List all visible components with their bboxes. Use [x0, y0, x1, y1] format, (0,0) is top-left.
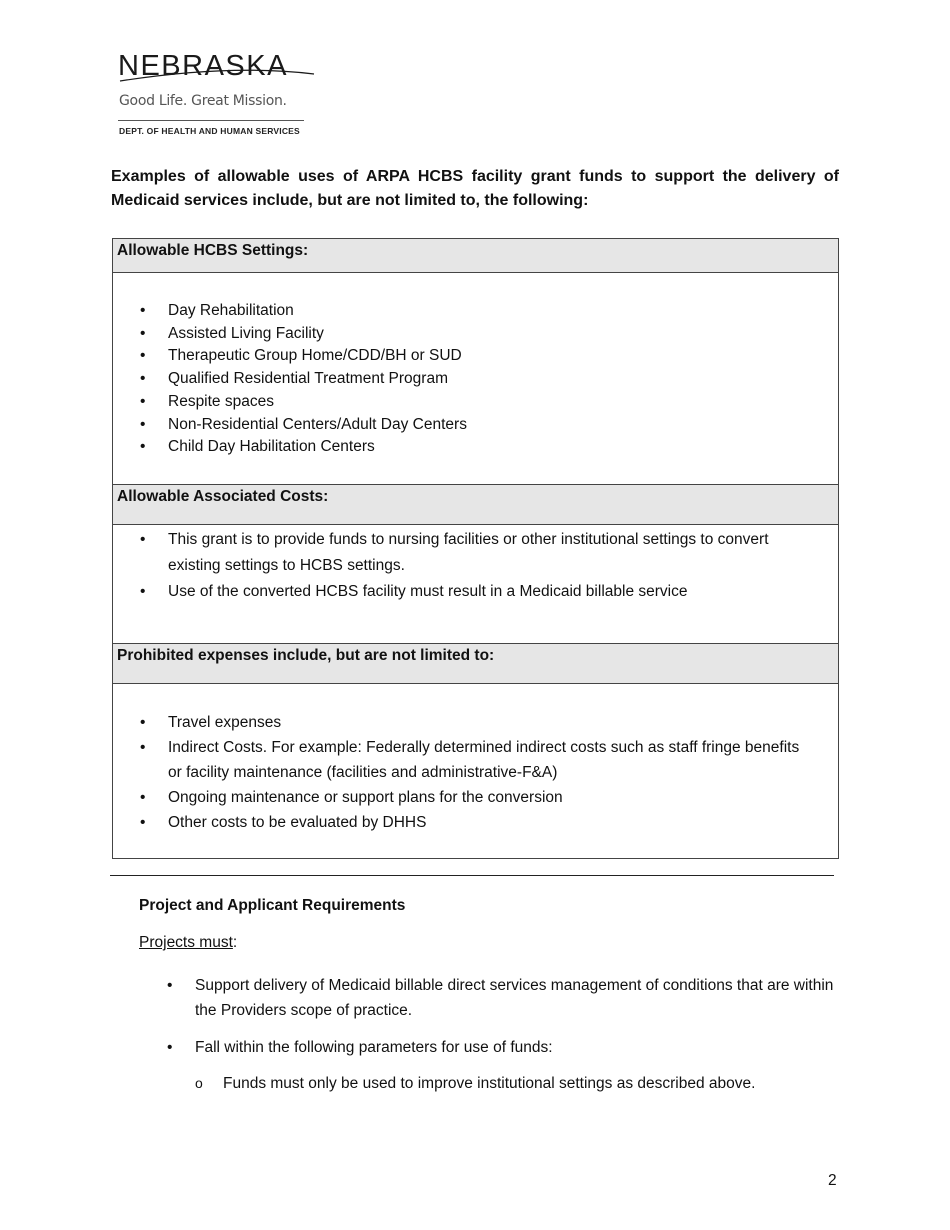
logo-divider [118, 120, 304, 121]
requirement-text: Fall within the following parameters for use of funds: [195, 1039, 553, 1056]
list-item: • Indirect Costs. For example: Federally determined indirect costs such as staff fringe benefits or facility maintenance (facilities and administrative-F&A) [113, 735, 838, 785]
list-item: • Child Day Habilitation Centers [113, 436, 838, 459]
settings-list [113, 300, 838, 459]
requirements-list [139, 973, 839, 1108]
settings-header: Allowable HCBS Settings: [113, 239, 838, 273]
list-item [139, 1035, 839, 1096]
requirements-title: Project and Applicant Requirements [139, 897, 406, 914]
prohibited-list [113, 710, 838, 835]
list-item: • Travel expenses [113, 710, 838, 735]
list-item: • This grant is to provide funds to nursing facilities or other institutional settings to convert existing settings to HCBS settings. [113, 527, 838, 578]
list-item: • Respite spaces [113, 391, 838, 414]
list-item: • Day Rehabilitation [113, 300, 838, 323]
projects-must-colon: : [232, 934, 238, 951]
list-item: • Other costs to be evaluated by DHHS [113, 810, 838, 835]
logo-department: DEPT. OF HEALTH AND HUMAN SERVICES [119, 126, 300, 136]
costs-header: Allowable Associated Costs: [113, 485, 838, 525]
prohibited-body [113, 684, 838, 858]
list-item: • Therapeutic Group Home/CDD/BH or SUD [113, 345, 838, 368]
settings-body [113, 273, 838, 485]
costs-body [113, 525, 838, 644]
nebraska-dhhs-logo [118, 50, 318, 140]
requirement-text: Support delivery of Medicaid billable direct services management of conditions that are within the Providers scope of practice. [195, 977, 834, 1019]
list-item: • Assisted Living Facility [113, 323, 838, 346]
list-item: • Non-Residential Centers/Adult Day Centers [113, 414, 838, 437]
allowable-uses-table [112, 238, 839, 859]
list-item: • Use of the converted HCBS facility must result in a Medicaid billable service [113, 579, 838, 605]
page-number: 2 [828, 1172, 837, 1189]
list-item [139, 973, 839, 1023]
list-item: • Qualified Residential Treatment Program [113, 368, 838, 391]
section-divider [110, 875, 834, 876]
sub-list-item: o Funds must only be used to improve institutional settings as described above. [195, 1071, 839, 1096]
list-item: • Ongoing maintenance or support plans for the conversion [113, 785, 838, 810]
intro-paragraph: Examples of allowable uses of ARPA HCBS facility grant funds to support the delivery of Medicaid services include, but are not limited to, the following: [111, 168, 839, 209]
prohibited-header: Prohibited expenses include, but are not limited to: [113, 644, 838, 684]
projects-must-label [139, 934, 237, 952]
logo-tagline: Good Life. Great Mission. [119, 93, 287, 109]
projects-must-text: Projects must [139, 934, 233, 951]
logo-swoosh-icon [118, 54, 318, 88]
logo-wordmark: NEBRASKA [118, 50, 288, 82]
requirements-sub-list [195, 1071, 839, 1096]
costs-list [113, 527, 838, 604]
